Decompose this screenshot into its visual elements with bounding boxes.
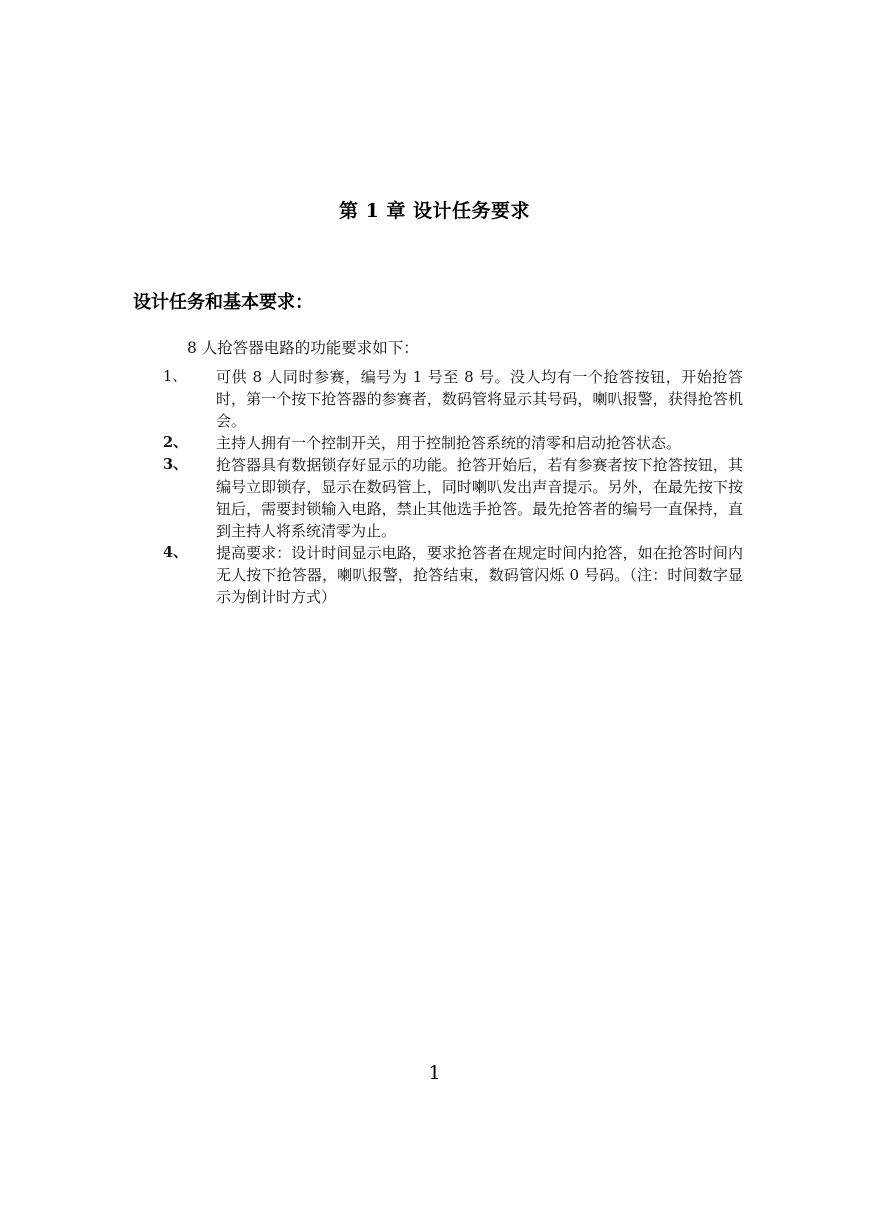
list-item bbox=[163, 432, 743, 454]
list-item bbox=[163, 542, 743, 608]
list-item bbox=[163, 454, 743, 542]
list-item-text: 提高要求：设计时间显示电路，要求抢答者在规定时间内抢答，如在抢答时间内无人按下抢答器，喇叭报警，抢答结束，数码管闪烁 0 号码。（注：时间数字显示为倒计时方式） bbox=[216, 544, 743, 606]
intro-paragraph: 8 人抢答器电路的功能要求如下： bbox=[187, 339, 419, 357]
list-item-text: 可供 8 人同时参赛，编号为 1 号至 8 号。没人均有一个抢答按钮，开始抢答时，第一个按下抢答器的参赛者，数码管将显示其号码，喇叭报警，获得抢答机会。 bbox=[216, 368, 743, 430]
chapter-title: 第 1 章 设计任务要求 bbox=[338, 200, 531, 222]
page-number: 1 bbox=[428, 1062, 441, 1084]
requirements-list bbox=[163, 366, 743, 608]
section-title: 设计任务和基本要求： bbox=[133, 292, 313, 313]
list-item-number: 1、 bbox=[163, 369, 187, 385]
list-item-number: 4、 bbox=[163, 544, 188, 561]
list-item-text: 抢答器具有数据锁存好显示的功能。抢答开始后，若有参赛者按下抢答按钮，其编号立即锁存，显示在数码管上，同时喇叭发出声音提示。另外，在最先按下按钮后，需要封锁输入电路，禁止其他选手抢答。最先抢答者的编号一直保持，直到主持人将系统清零为止。 bbox=[216, 456, 743, 540]
list-item bbox=[163, 366, 743, 432]
list-item-number: 3、 bbox=[163, 456, 188, 473]
list-item-number: 2、 bbox=[163, 434, 188, 451]
list-item-text: 主持人拥有一个控制开关，用于控制抢答系统的清零和启动抢答状态。 bbox=[216, 434, 682, 452]
